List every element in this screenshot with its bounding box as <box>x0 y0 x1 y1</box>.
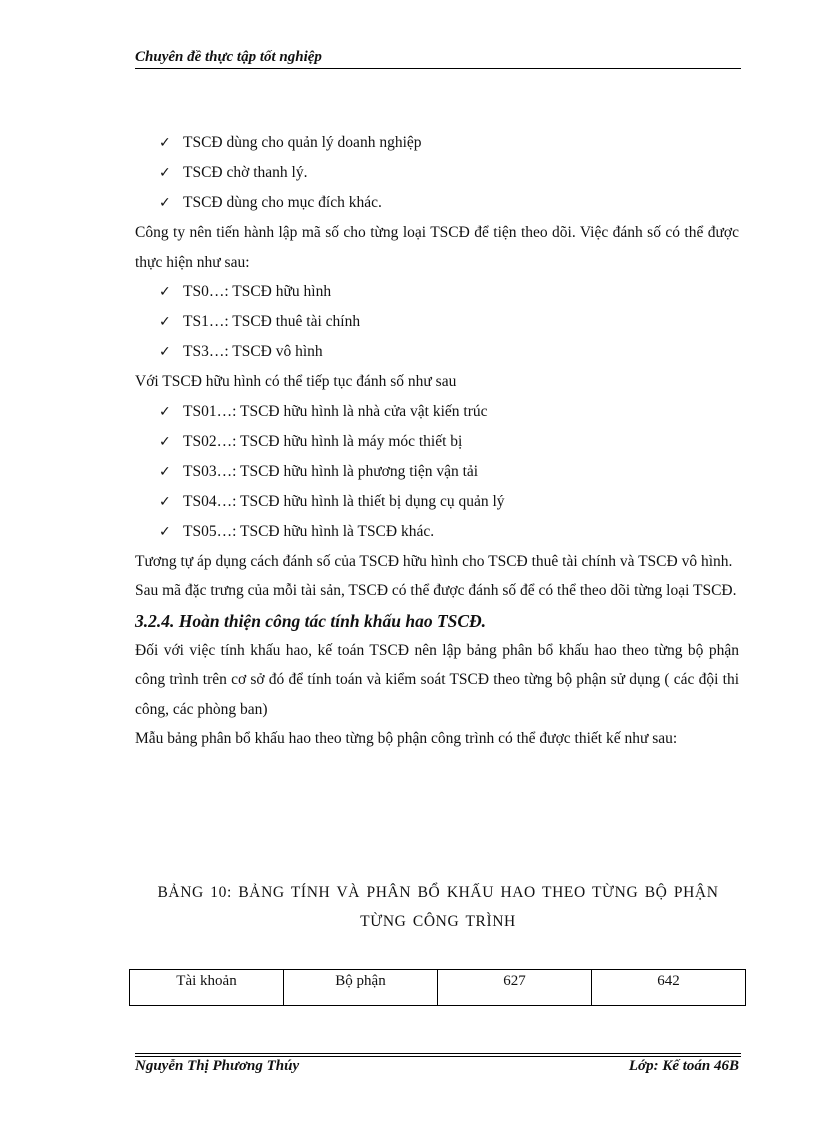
table-header-cell: Tài khoản <box>130 970 284 1006</box>
section-heading: 3.2.4. Hoàn thiện công tác tính khấu hao TSCĐ. <box>135 610 487 631</box>
paragraph: Công ty nên tiến hành lập mã số cho từng loại TSCĐ để tiện theo dõi. Việc đánh số có thể được thực hiện như sau: <box>135 224 739 271</box>
list-item: ✓ TS1…: TSCĐ thuê tài chính <box>135 307 739 337</box>
paragraph: Đối với việc tính khấu hao, kế toán TSCĐ nên lập bảng phân bổ khấu hao theo từng bộ phận công trình trên cơ sở đó để tính toán và kiểm soát TSCĐ theo từng bộ phận sử dụng ( các đội thi công, các phòng ban) <box>135 641 739 718</box>
list-item: ✓ TS3…: TSCĐ vô hình <box>135 337 739 367</box>
depreciation-table <box>129 969 746 1006</box>
page-footer <box>135 1058 739 1075</box>
checkmark-icon: ✓ <box>159 165 171 181</box>
page-header <box>135 49 741 69</box>
table-header-cell: 642 <box>592 970 746 1006</box>
checkmark-icon: ✓ <box>159 195 171 211</box>
table-header-row <box>130 970 746 1006</box>
table-header-cell: 627 <box>438 970 592 1006</box>
table-header-cell: Bộ phận <box>284 970 438 1006</box>
list-item: ✓ TS03…: TSCĐ hữu hình là phương tiện vận tải <box>135 457 739 487</box>
checkmark-icon: ✓ <box>159 314 171 330</box>
checkmark-icon: ✓ <box>159 284 171 300</box>
checkmark-icon: ✓ <box>159 135 171 151</box>
checkmark-icon: ✓ <box>159 403 171 420</box>
list-item: ✓ TS02…: TSCĐ hữu hình là máy móc thiết bị <box>135 427 739 457</box>
paragraph: Tương tự áp dụng cách đánh số của TSCĐ hữu hình cho TSCĐ thuê tài chính và TSCĐ vô hình. <box>135 552 733 570</box>
paragraph: Sau mã đặc trưng của mỗi tài sản, TSCĐ có thể được đánh số để có thể theo dõi từng loại TSCĐ. <box>135 582 737 599</box>
list-item: ✓ TSCĐ dùng cho mục đích khác. <box>135 188 739 218</box>
footer-divider <box>135 1056 741 1057</box>
checkmark-icon: ✓ <box>159 463 171 480</box>
table-title-line: BẢNG 10: BẢNG TÍNH VÀ PHÂN BỔ KHẤU HAO THEO TỪNG BỘ PHẬN <box>157 884 719 901</box>
list-item: ✓ TS01…: TSCĐ hữu hình là nhà cửa vật kiến trúc <box>135 397 739 427</box>
footer-author: Nguyễn Thị Phương Thúy <box>135 1058 300 1074</box>
checkmark-icon: ✓ <box>159 433 171 450</box>
footer-class: Lớp: Kế toán 46B <box>628 1058 739 1074</box>
paragraph: Với TSCĐ hữu hình có thể tiếp tục đánh số như sau <box>135 373 457 390</box>
footer-divider <box>135 1053 741 1054</box>
checkmark-icon: ✓ <box>159 493 171 510</box>
header-title: Chuyên đề thực tập tốt nghiệp <box>135 49 322 65</box>
table-title-line: TỪNG CÔNG TRÌNH <box>360 913 516 930</box>
list-item: ✓ TS04…: TSCĐ hữu hình là thiết bị dụng cụ quản lý <box>135 487 739 517</box>
paragraph: Mẫu bảng phân bổ khấu hao theo từng bộ phận công trình có thể được thiết kế như sau: <box>135 730 678 747</box>
checkmark-icon: ✓ <box>159 344 171 360</box>
list-item: ✓ TSCĐ chờ thanh lý. <box>135 158 739 188</box>
list-item: ✓ TSCĐ dùng cho quản lý doanh nghiệp <box>135 128 739 158</box>
list-item: ✓ TS0…: TSCĐ hữu hình <box>135 277 739 307</box>
table-title <box>140 878 736 936</box>
document-body <box>135 128 739 754</box>
list-item: ✓ TS05…: TSCĐ hữu hình là TSCĐ khác. <box>135 517 739 547</box>
checkmark-icon: ✓ <box>159 523 171 540</box>
